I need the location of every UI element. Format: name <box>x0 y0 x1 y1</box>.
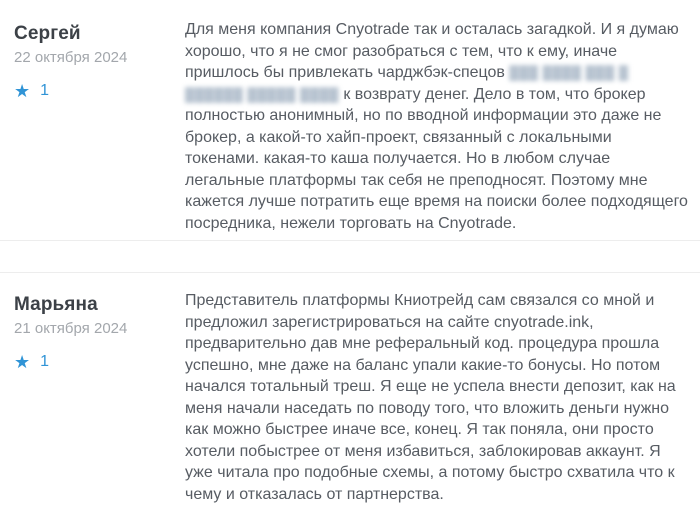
review-rating <box>14 353 185 371</box>
review-meta <box>14 19 185 100</box>
redacted-text: ███ ████ ███ █ ██████ █████ ████ <box>185 65 629 102</box>
star-icon: ★ <box>14 81 31 101</box>
review-date: 22 октября 2024 <box>14 49 128 66</box>
rating-value: 1 <box>40 353 50 370</box>
rating-value: 1 <box>40 82 50 99</box>
star-icon: ★ <box>14 352 31 372</box>
review-text <box>185 290 690 505</box>
review-date: 21 октября 2024 <box>14 320 128 337</box>
review-text-part: к возврату денег. Дело в том, что брокер полностью анонимный, но по вводной информации это даже не брокер, а какой-то хайп-проект, связанный с локальными токенами. какая-то каша получается. Но в любом случае легальные платформы так себя не преподносят. Поэтому мне кажется лучше потратить еще время на поиски более подходящего посредника, нежели торговать на Cnyotrade. <box>185 85 688 232</box>
reviewer-name: Сергей <box>14 23 81 44</box>
review-text <box>185 19 690 234</box>
reviewer-name: Марьяна <box>14 294 98 315</box>
review-item-1 <box>0 0 700 241</box>
review-meta <box>14 290 185 371</box>
review-rating <box>14 82 185 100</box>
review-text-part: Для меня компания Cnyotrade так и осталась загадкой. И я думаю хорошо, что я не смог разобраться с тем, что к ему, иначе пришлось бы привлекать чарджбэк-спецов <box>185 21 679 81</box>
review-item-2 <box>0 272 700 511</box>
review-text-part: Представитель платформы Книотрейд сам связался со мной и предложил зарегистрироваться на сайте cnyotrade.ink, предварительно дав мне реферальный код. процедура прошла успешно, мне даже на баланс упали какие-то бонусы. Но потом начался тотальный треш. Я еще не успела внести депозит, как на меня начали наседать по поводу того, что вложить деньги нужно как можно быстрее иначе все, конец. Я так поняла, они просто хотели побыстрее от меня избавиться, заблокировав аккаунт. Я уже читала про подобные схемы, а потому быстро схватила что к чему и отказалась от партнерства. <box>185 292 676 503</box>
